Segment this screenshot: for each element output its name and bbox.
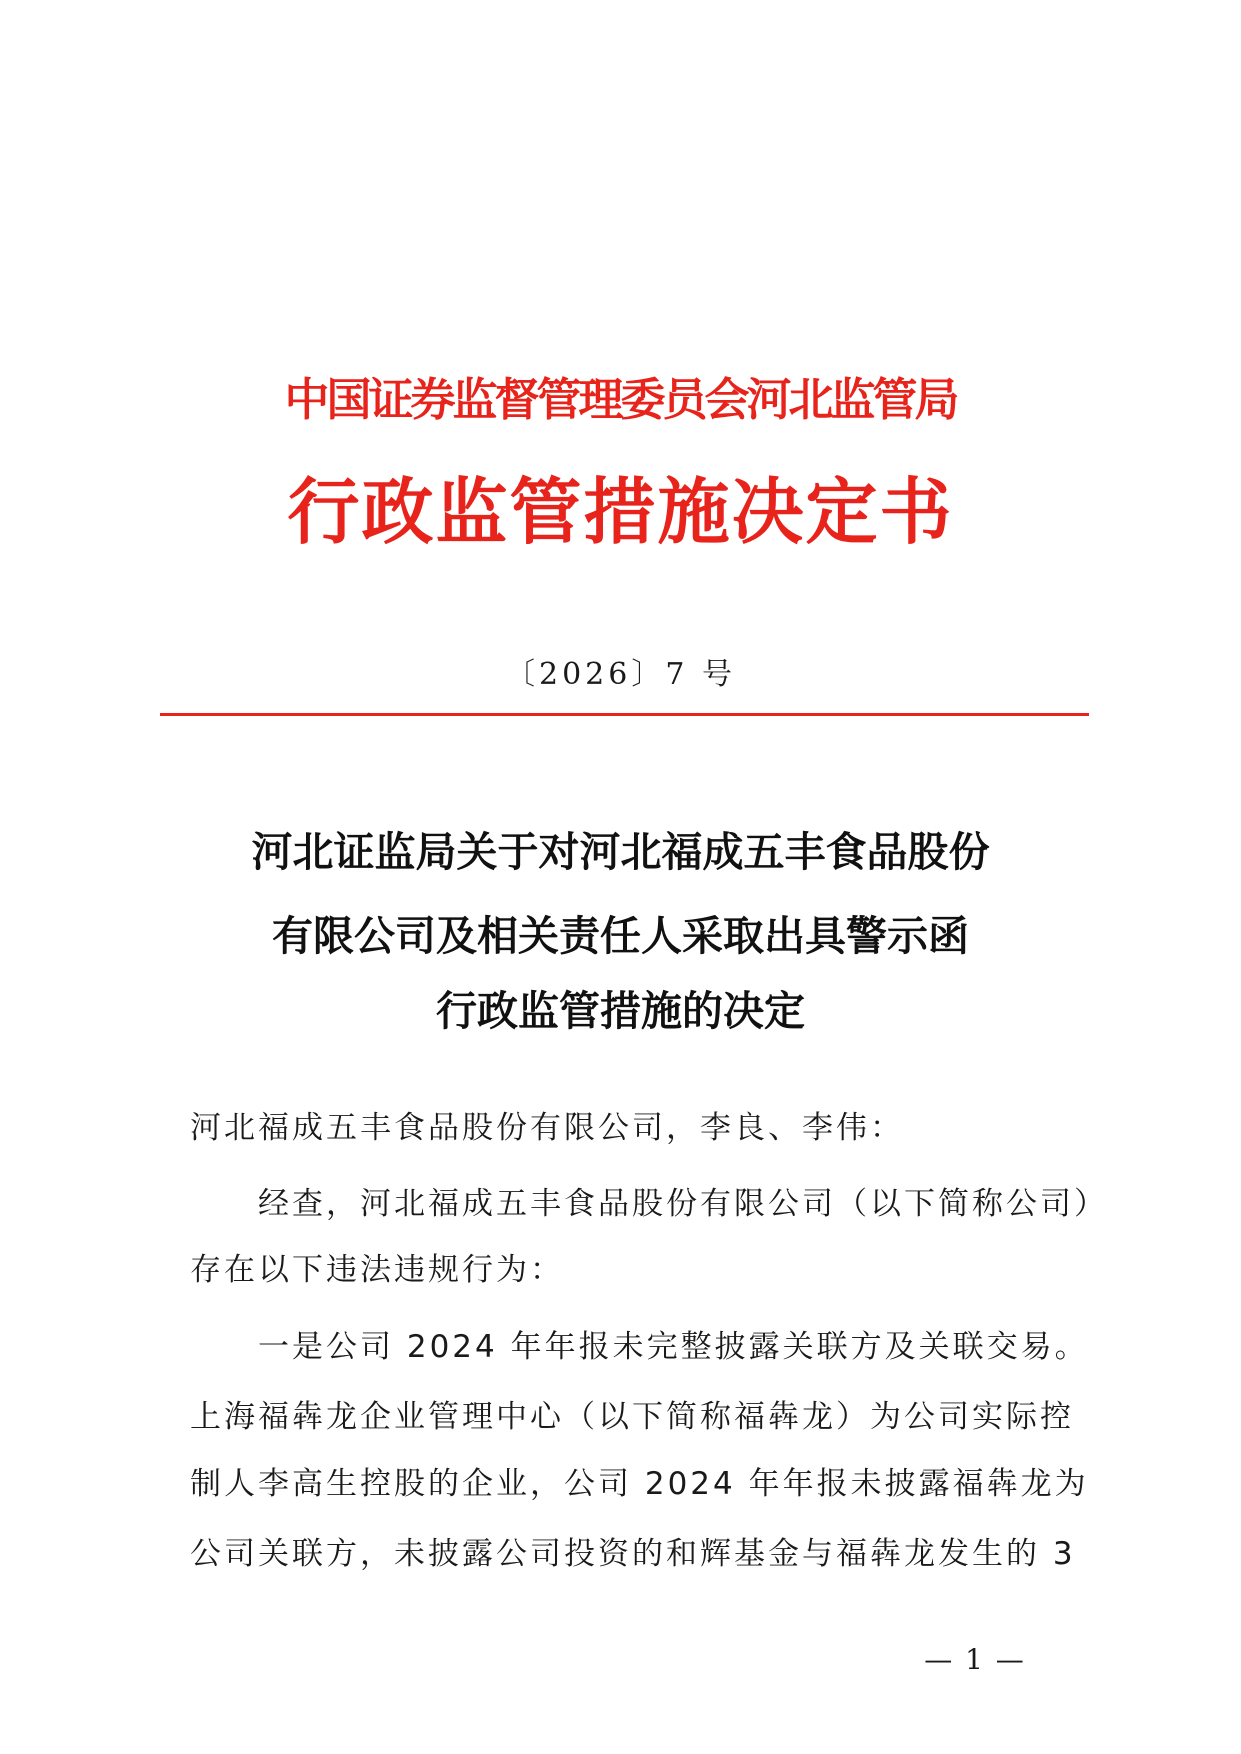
addressee-line: 河北福成五丰食品股份有限公司，李良、李伟： — [190, 1110, 904, 1146]
issuer-name: 中国证券监督管理委员会河北监管局 — [284, 373, 957, 426]
decision-title-line-2: 有限公司及相关责任人采取出具警示函 — [272, 912, 969, 960]
paragraph-1-line-1: 经查，河北福成五丰食品股份有限公司（以下简称公司） — [258, 1186, 1108, 1222]
document-number: 〔2026〕7 号 — [505, 657, 736, 692]
paragraph-2-line-2: 上海福犇龙企业管理中心（以下简称福犇龙）为公司实际控 — [190, 1399, 1074, 1435]
decision-title-line-1: 河北证监局关于对河北福成五丰食品股份 — [251, 828, 990, 876]
paragraph-1-line-2: 存在以下违法违规行为： — [190, 1252, 564, 1288]
paragraph-2-line-3: 制人李高生控股的企业，公司 2024 年年报未披露福犇龙为 — [190, 1466, 1089, 1502]
paragraph-2-line-4: 公司关联方，未披露公司投资的和辉基金与福犇龙发生的 3 — [190, 1536, 1076, 1572]
decision-title-line-3: 行政监管措施的决定 — [436, 987, 805, 1035]
document-type-heading: 行政监管措施决定书 — [287, 469, 954, 554]
red-divider-line — [160, 713, 1089, 716]
page-number: — 1 — — [924, 1643, 1026, 1676]
paragraph-2-line-1: 一是公司 2024 年年报未完整披露关联方及关联交易。 — [258, 1329, 1089, 1365]
